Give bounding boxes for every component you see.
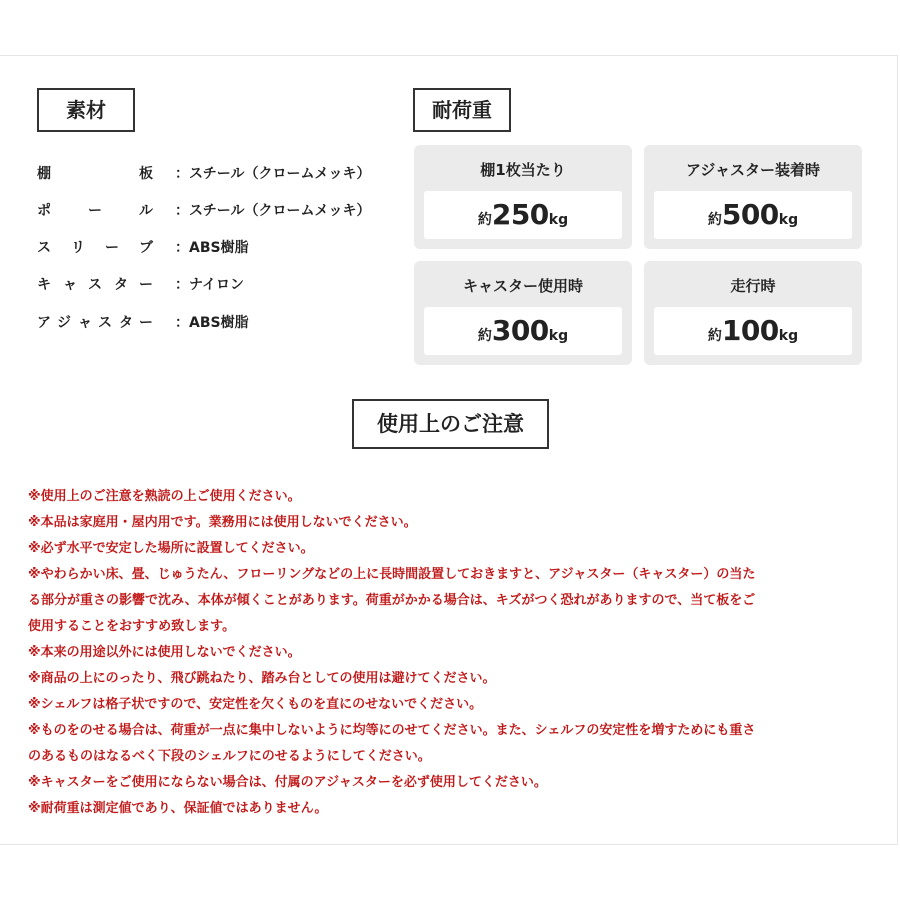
- load-card-value-box: [654, 191, 852, 239]
- caution-note-line: ※必ず水平で安定した場所に設置してください。: [28, 541, 314, 556]
- load-prefix: 約: [477, 212, 492, 228]
- load-unit: kg: [548, 328, 569, 344]
- material-value: ：スチール（クロームメッキ）: [175, 166, 371, 182]
- caution-note-line: ※商品の上にのったり、飛び跳ねたり、踏み台としての使用は避けてください。: [28, 671, 496, 686]
- load-unit: kg: [778, 212, 799, 228]
- material-label-char: ー: [139, 315, 153, 331]
- material-label-char: リ: [71, 240, 85, 256]
- material-label-char: ブ: [139, 240, 153, 256]
- load-value: 250: [491, 198, 549, 231]
- caution-notes: [28, 484, 878, 822]
- material-label-char: 棚: [37, 166, 51, 182]
- material-value: ：ABS樹脂: [175, 315, 249, 331]
- load-prefix: 約: [707, 328, 722, 344]
- material-label-char: ャ: [63, 277, 77, 293]
- load-prefix: 約: [477, 328, 492, 344]
- load-card-heading: 走行時: [730, 277, 776, 295]
- load-card: [414, 145, 632, 249]
- material-label-char: タ: [114, 277, 128, 293]
- caution-note-line: ※キャスターをご使用にならない場合は、付属のアジャスターを必ず使用してください。: [28, 775, 547, 790]
- material-label-char: ス: [98, 315, 112, 331]
- material-value: ：スチール（クロームメッキ）: [175, 203, 371, 219]
- material-label-char: ジ: [57, 315, 71, 331]
- material-label-char: ア: [37, 315, 51, 331]
- load-card: [414, 261, 632, 365]
- load-unit: kg: [778, 328, 799, 344]
- caution-note-line: ※使用上のご注意を熟読の上ご使用ください。: [28, 489, 301, 504]
- load-value: 300: [491, 314, 549, 347]
- load-card-heading: キャスター使用時: [462, 277, 583, 295]
- material-label-char: ル: [139, 203, 153, 219]
- load-card: [644, 145, 862, 249]
- load-card-value-box: [424, 191, 622, 239]
- caution-note-line: ※本品は家庭用・屋内用です。業務用には使用しないでください。: [28, 515, 417, 530]
- material-label-char: ス: [88, 277, 102, 293]
- caution-note-line: ※本来の用途以外には使用しないでください。: [28, 645, 301, 660]
- load-card-heading: アジャスター装着時: [685, 161, 821, 179]
- load-prefix: 約: [707, 212, 722, 228]
- material-label-char: ー: [139, 277, 153, 293]
- material-label-char: ー: [105, 240, 119, 256]
- caution-note-line: ※やわらかい床、畳、じゅうたん、フローリングなどの上に長時間設置しておきますと、アジャスター（キャスター）の当た: [28, 567, 756, 582]
- caution-note-line: ※ものをのせる場合は、荷重が一点に集中しないように均等にのせてください。また、シェルフの安定性を増すためにも重さ: [28, 723, 756, 738]
- material-value: ：ABS樹脂: [175, 240, 249, 256]
- load-card-value-box: [424, 307, 622, 355]
- material-label-char: ャ: [78, 315, 92, 331]
- load-value: 100: [721, 314, 779, 347]
- load-card: [644, 261, 862, 365]
- caution-title: 使用上のご注意: [352, 399, 549, 449]
- load-value: 500: [721, 198, 779, 231]
- caution-note-line: のあるものはなるべく下段のシェルフにのせるようにしてください。: [28, 749, 431, 764]
- material-label-char: 板: [139, 166, 153, 182]
- material-label-char: ス: [37, 240, 51, 256]
- load-unit: kg: [548, 212, 569, 228]
- material-value: ：ナイロン: [175, 277, 245, 293]
- load-card-value-box: [654, 307, 852, 355]
- material-label-char: キ: [37, 277, 51, 293]
- caution-note-line: ※耐荷重は測定値であり、保証値ではありません。: [28, 801, 328, 816]
- load-capacity-title: 耐荷重: [413, 88, 511, 132]
- materials-title: 素材: [37, 88, 135, 132]
- material-label-char: タ: [119, 315, 133, 331]
- caution-note-line: ※シェルフは格子状ですので、安定性を欠くものを直にのせないでください。: [28, 697, 483, 712]
- material-label-char: ー: [88, 203, 102, 219]
- material-label-char: ポ: [37, 203, 51, 219]
- caution-note-line: る部分が重さの影響で沈み、本体が傾くことがあります。荷重がかかる場合は、キズがつく恐れがありますので、当て板をご: [28, 593, 756, 608]
- load-card-heading: 棚1枚当たり: [480, 161, 566, 179]
- caution-note-line: 使用することをおすすめ致します。: [28, 619, 236, 634]
